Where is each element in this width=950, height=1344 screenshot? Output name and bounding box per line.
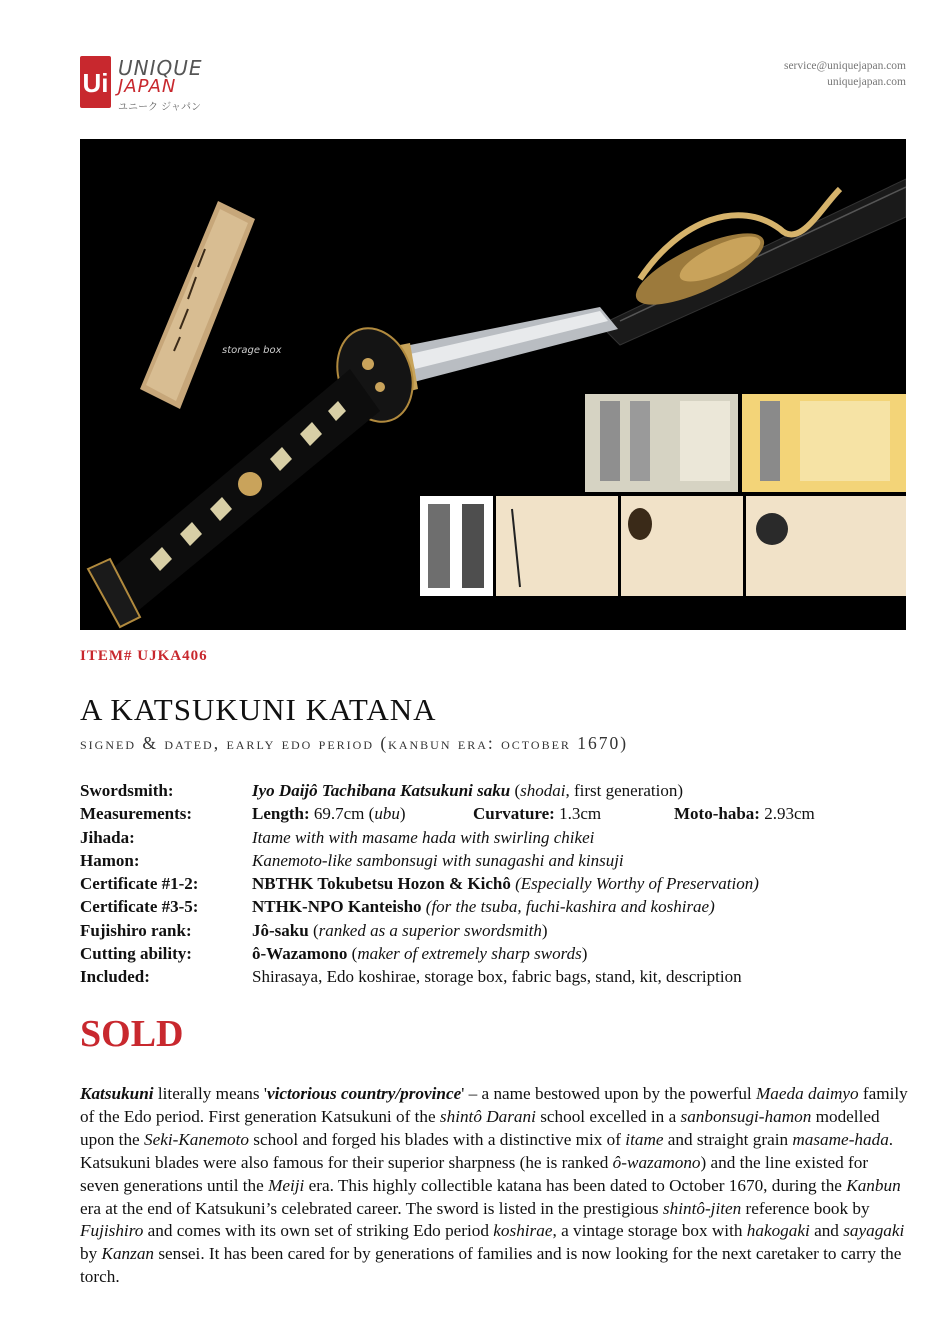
spec-label: Jihada: bbox=[80, 827, 135, 847]
motohaba-value: 2.93cm bbox=[759, 804, 815, 824]
text-run: ) and the line existed for seven generations until the bbox=[80, 1152, 869, 1195]
text-run: by bbox=[80, 1244, 102, 1264]
brand-logo[interactable] bbox=[80, 56, 240, 114]
logo-mark bbox=[80, 56, 111, 108]
text-run: Jô-saku bbox=[252, 920, 309, 940]
text-run: literally means ' bbox=[153, 1084, 267, 1103]
text-run: ô-wazamono bbox=[612, 1152, 701, 1172]
motohaba-label: Moto-haba: bbox=[674, 804, 760, 824]
text-run: reference book by bbox=[741, 1198, 870, 1218]
motohaba bbox=[674, 804, 815, 824]
text-run: ) bbox=[399, 804, 406, 824]
text-run: Fujishiro bbox=[80, 1221, 144, 1241]
spec-row-certificate-3-5 bbox=[80, 897, 900, 920]
curvature-label: Curvature: bbox=[473, 804, 555, 824]
spec-value bbox=[252, 781, 683, 801]
spec-value: Itame with with masame hada with swirling chikei bbox=[252, 827, 595, 847]
text-run: era at the end of Katsukuni’s celebrated career. The sword is listed in the prestigious bbox=[80, 1198, 663, 1218]
text-run: koshirae bbox=[493, 1221, 553, 1241]
spec-table bbox=[80, 781, 900, 991]
spec-value bbox=[252, 897, 715, 917]
curvature bbox=[473, 804, 601, 824]
text-run: ( bbox=[308, 920, 319, 940]
text-run: NBTHK Tokubetsu Hozon & Kichô bbox=[252, 874, 511, 894]
spec-value: Shirasaya, Edo koshirae, storage box, fabric bags, stand, kit, description bbox=[252, 967, 742, 987]
text-run: victorious country/province bbox=[266, 1084, 462, 1103]
page-title: A KATSUKUNI KATANA bbox=[80, 692, 437, 727]
length-value: 69.7cm ( bbox=[309, 804, 375, 824]
text-run: ) bbox=[581, 944, 588, 964]
text-run: Kanzan bbox=[101, 1244, 155, 1264]
spec-label: Certificate #3-5: bbox=[80, 897, 199, 917]
spec-value bbox=[252, 944, 587, 964]
text-run: family of the Edo period. First generation Katsukuni of the bbox=[80, 1084, 908, 1126]
text-run: NTHK-NPO Kanteisho bbox=[252, 897, 422, 917]
sold-status: SOLD bbox=[80, 1013, 184, 1055]
item-number: ITEM# UJKA406 bbox=[80, 648, 208, 664]
text-run: . Katsukuni blades were also famous for their superior sharpness (he is ranked bbox=[80, 1129, 894, 1172]
spec-row-hamon bbox=[80, 851, 900, 874]
spec-label: Cutting ability: bbox=[80, 944, 192, 964]
text-run: sensei. It has been cared for by generations of families and is now looking for the next caretaker to carry the torch. bbox=[80, 1244, 902, 1287]
text-run: and straight grain bbox=[663, 1129, 793, 1149]
logo-text-unique: UNIQUE bbox=[118, 56, 203, 80]
text-run: Meiji bbox=[268, 1175, 305, 1195]
text-run: and comes with its own set of striking Edo period bbox=[143, 1221, 494, 1241]
text-run: masame-hada bbox=[792, 1129, 889, 1149]
text-run: shodai bbox=[520, 781, 566, 800]
text-run: school excelled in a bbox=[535, 1106, 681, 1126]
contact-website[interactable]: uniquejapan.com bbox=[827, 76, 906, 88]
spec-value bbox=[252, 874, 759, 894]
text-run: shintô-jiten bbox=[662, 1198, 742, 1218]
text-run: ' – a name bestowed upon by the powerful bbox=[461, 1084, 756, 1103]
text-run: and bbox=[809, 1221, 844, 1241]
spec-value bbox=[252, 804, 405, 824]
text-run: ) bbox=[541, 920, 548, 940]
text-run: (for the tsuba, fuchi-kashira and koshirae) bbox=[421, 897, 715, 917]
description-paragraph bbox=[80, 1083, 910, 1289]
swordsmith-name: Iyo Daijô Tachibana Katsukuni saku bbox=[252, 781, 511, 800]
thumb-cert-5[interactable] bbox=[746, 496, 906, 596]
spec-label: Fujishiro rank: bbox=[80, 920, 192, 940]
spec-label: Hamon: bbox=[80, 850, 140, 870]
length-label: Length: bbox=[252, 804, 310, 824]
text-run: maker of extremely sharp swords bbox=[357, 944, 582, 964]
spec-label: Certificate #1-2: bbox=[80, 874, 199, 894]
text-run: Maeda daimyo bbox=[755, 1084, 859, 1103]
contact-block bbox=[784, 58, 906, 90]
spec-label: Measurements: bbox=[80, 804, 193, 824]
spec-row-jihada bbox=[80, 828, 900, 851]
text-run: school and forged his blades with a distinctive mix of bbox=[248, 1129, 626, 1149]
text-run: , a vintage storage box with bbox=[552, 1221, 747, 1241]
spec-label: Included: bbox=[80, 967, 150, 987]
spec-row-cutting-ability bbox=[80, 944, 900, 967]
text-run: itame bbox=[625, 1129, 664, 1149]
text-run: Seki-Kanemoto bbox=[143, 1129, 249, 1149]
text-run: hakogaki bbox=[746, 1221, 810, 1241]
text-run: Kanbun bbox=[846, 1175, 901, 1195]
text-run: ô-Wazamono bbox=[252, 944, 348, 964]
spec-row-fujishiro bbox=[80, 921, 900, 944]
spec-row-swordsmith bbox=[80, 781, 900, 804]
katana-illustration bbox=[80, 139, 906, 630]
curvature-value: 1.3cm bbox=[554, 804, 602, 824]
logo-mark-text: Ui bbox=[82, 68, 109, 98]
contact-email[interactable]: service@uniquejapan.com bbox=[783, 60, 906, 72]
spec-value: Kanemoto-like sambonsugi with sunagashi and kinsuji bbox=[252, 850, 624, 870]
menuki bbox=[238, 472, 262, 496]
spec-row-measurements bbox=[80, 804, 900, 827]
storage-box-caption: storage box bbox=[222, 345, 282, 356]
text-run: (Especially Worthy of Preservation) bbox=[510, 874, 759, 894]
text-run: ubu bbox=[374, 804, 400, 824]
text-run: sayagaki bbox=[843, 1221, 905, 1241]
spec-row-certificate-1-2 bbox=[80, 874, 900, 897]
text-run: shintô Darani bbox=[439, 1106, 536, 1126]
text-run: sanbonsugi-hamon bbox=[680, 1106, 812, 1126]
spec-value bbox=[252, 921, 548, 941]
spec-label: Swordsmith: bbox=[80, 781, 174, 800]
text-run: modelled upon the bbox=[80, 1106, 880, 1149]
logo-text-katakana: ユニーク ジャパン bbox=[118, 102, 201, 113]
text-run: era. This highly collectible katana has been dated to October 1670, during the bbox=[304, 1175, 847, 1195]
thumb-cert-3[interactable] bbox=[496, 496, 618, 596]
text-run: Katsukuni bbox=[80, 1084, 154, 1103]
page-subtitle: signed & dated, early edo period (kanbun era: october 1670) bbox=[80, 733, 629, 753]
text-run: ranked as a superior swordsmith bbox=[318, 920, 542, 940]
spec-row-included bbox=[80, 967, 900, 990]
text-run: ( bbox=[510, 781, 521, 800]
logo-text-japan: JAPAN bbox=[118, 76, 177, 97]
text-run: , first generation) bbox=[565, 781, 684, 800]
hero-image bbox=[80, 139, 906, 630]
text-run: ( bbox=[347, 944, 358, 964]
